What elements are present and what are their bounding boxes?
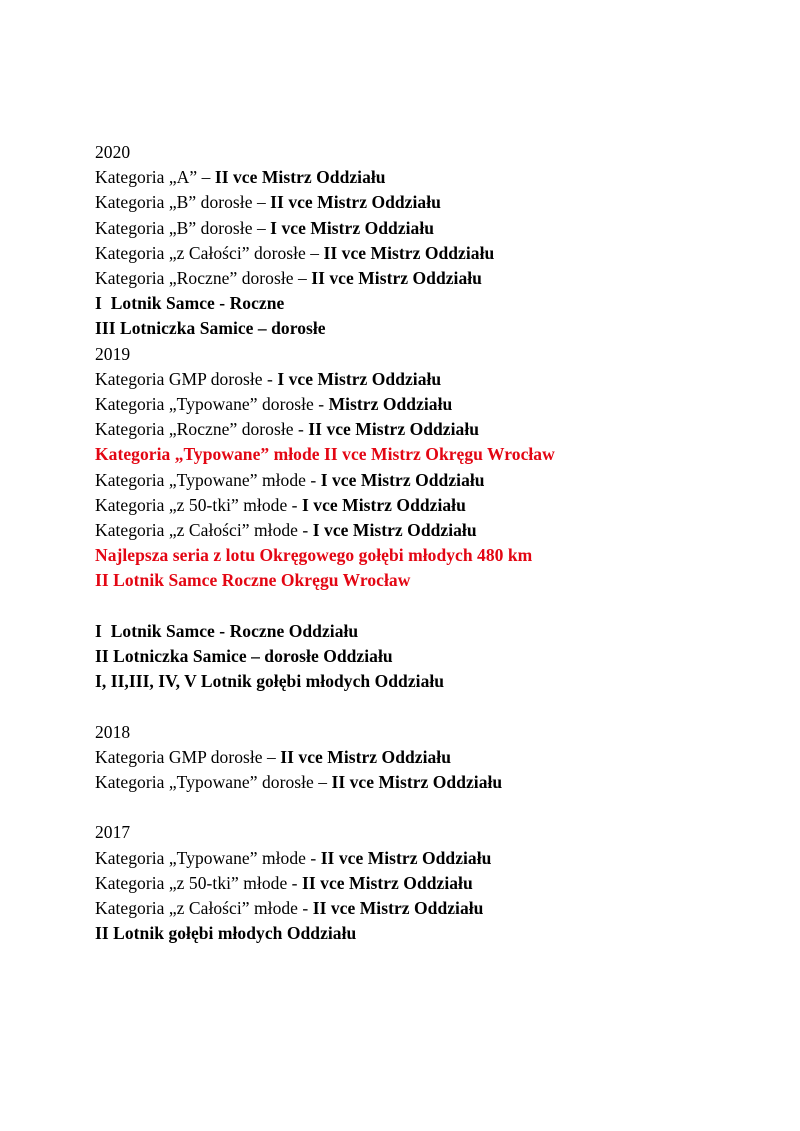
achievement-line <box>95 367 715 392</box>
category-label: Kategoria „Typowane” młode - <box>95 847 321 868</box>
achievement-title: I vce Mistrz Oddziału <box>270 217 435 238</box>
achievement-line <box>95 770 715 795</box>
achievement-line <box>95 241 715 266</box>
year-heading: 2018 <box>95 721 131 742</box>
achievement-line: II Lotnik gołębi młodych Oddziału <box>95 923 357 944</box>
achievement-line <box>95 846 715 871</box>
category-label: Kategoria „B” dorosłe – <box>95 192 271 213</box>
achievement-title: I vce Mistrz Oddziału <box>312 520 477 541</box>
achievement-line <box>95 468 715 493</box>
achievement-title: II vce Mistrz Oddziału <box>311 268 482 289</box>
document-body <box>95 140 715 946</box>
achievement-line <box>95 392 715 417</box>
achievement-line <box>95 745 715 770</box>
achievement-title: I vce Mistrz Oddziału <box>320 469 485 490</box>
achievement-line <box>95 871 715 896</box>
achievement-title: II vce Mistrz Oddziału <box>280 746 451 767</box>
year-heading: 2019 <box>95 343 131 364</box>
category-label: Kategoria „Typowane” młode - <box>95 469 321 490</box>
achievement-line: II Lotniczka Samice – dorosłe Oddziału <box>95 646 393 667</box>
achievement-title: II vce Mistrz Oddziału <box>331 772 503 793</box>
achievement-title: Mistrz Oddziału <box>328 394 453 415</box>
achievement-line <box>95 518 715 543</box>
achievement-title: II vce Mistrz Oddziału <box>323 242 495 263</box>
category-label: Kategoria „z Całości” młode - <box>95 520 313 541</box>
achievement-line: I Lotnik Samce - Roczne <box>95 293 285 314</box>
achievement-line: Kategoria „Typowane” młode II vce Mistrz Okręgu Wrocław <box>95 444 555 465</box>
category-label: Kategoria „Roczne” dorosłe - <box>95 419 309 440</box>
category-label: Kategoria „z 50-tki” młode - <box>95 494 302 515</box>
achievement-title: II vce Mistrz Oddziału <box>270 192 441 213</box>
category-label: Kategoria „A” – <box>95 167 215 188</box>
achievement-title: I vce Mistrz Oddziału <box>277 368 442 389</box>
achievement-title: I vce Mistrz Oddziału <box>302 494 466 515</box>
category-label: Kategoria „Typowane” dorosłe - <box>95 394 329 415</box>
achievement-line: III Lotniczka Samice – dorosłe <box>95 318 326 339</box>
achievement-line <box>95 216 715 241</box>
achievement-line: I, II,III, IV, V Lotnik gołębi młodych Oddziału <box>95 671 445 692</box>
category-label: Kategoria „z Całości” młode - <box>95 898 313 919</box>
achievement-line <box>95 266 715 291</box>
achievement-line <box>95 417 715 442</box>
achievement-line <box>95 896 715 921</box>
category-label: Kategoria „Roczne” dorosłe – <box>95 268 312 289</box>
category-label: Kategoria GMP dorosłe - <box>95 368 278 389</box>
achievement-line: Najlepsza seria z lotu Okręgowego gołębi młodych 480 km <box>95 545 533 566</box>
achievement-title: II vce Mistrz Oddziału <box>302 872 473 893</box>
achievement-line: I Lotnik Samce - Roczne Oddziału <box>95 620 359 641</box>
category-label: Kategoria „Typowane” dorosłe – <box>95 772 332 793</box>
achievement-title: II vce Mistrz Oddziału <box>214 167 386 188</box>
achievement-line <box>95 493 715 518</box>
year-heading: 2017 <box>95 822 131 843</box>
achievement-line <box>95 190 715 215</box>
paragraph-spacer <box>95 594 715 619</box>
paragraph-spacer <box>95 694 715 719</box>
achievement-title: II vce Mistrz Oddziału <box>308 419 480 440</box>
achievement-title: II vce Mistrz Oddziału <box>312 898 484 919</box>
achievement-line <box>95 165 715 190</box>
paragraph-spacer <box>95 795 715 820</box>
category-label: Kategoria „z 50-tki” młode - <box>95 872 302 893</box>
year-heading: 2020 <box>95 142 131 162</box>
achievement-title: II vce Mistrz Oddziału <box>320 847 492 868</box>
category-label: Kategoria „z Całości” dorosłe – <box>95 242 324 263</box>
category-label: Kategoria GMP dorosłe – <box>95 746 281 767</box>
achievement-line: II Lotnik Samce Roczne Okręgu Wrocław <box>95 570 411 591</box>
category-label: Kategoria „B” dorosłe – <box>95 217 271 238</box>
